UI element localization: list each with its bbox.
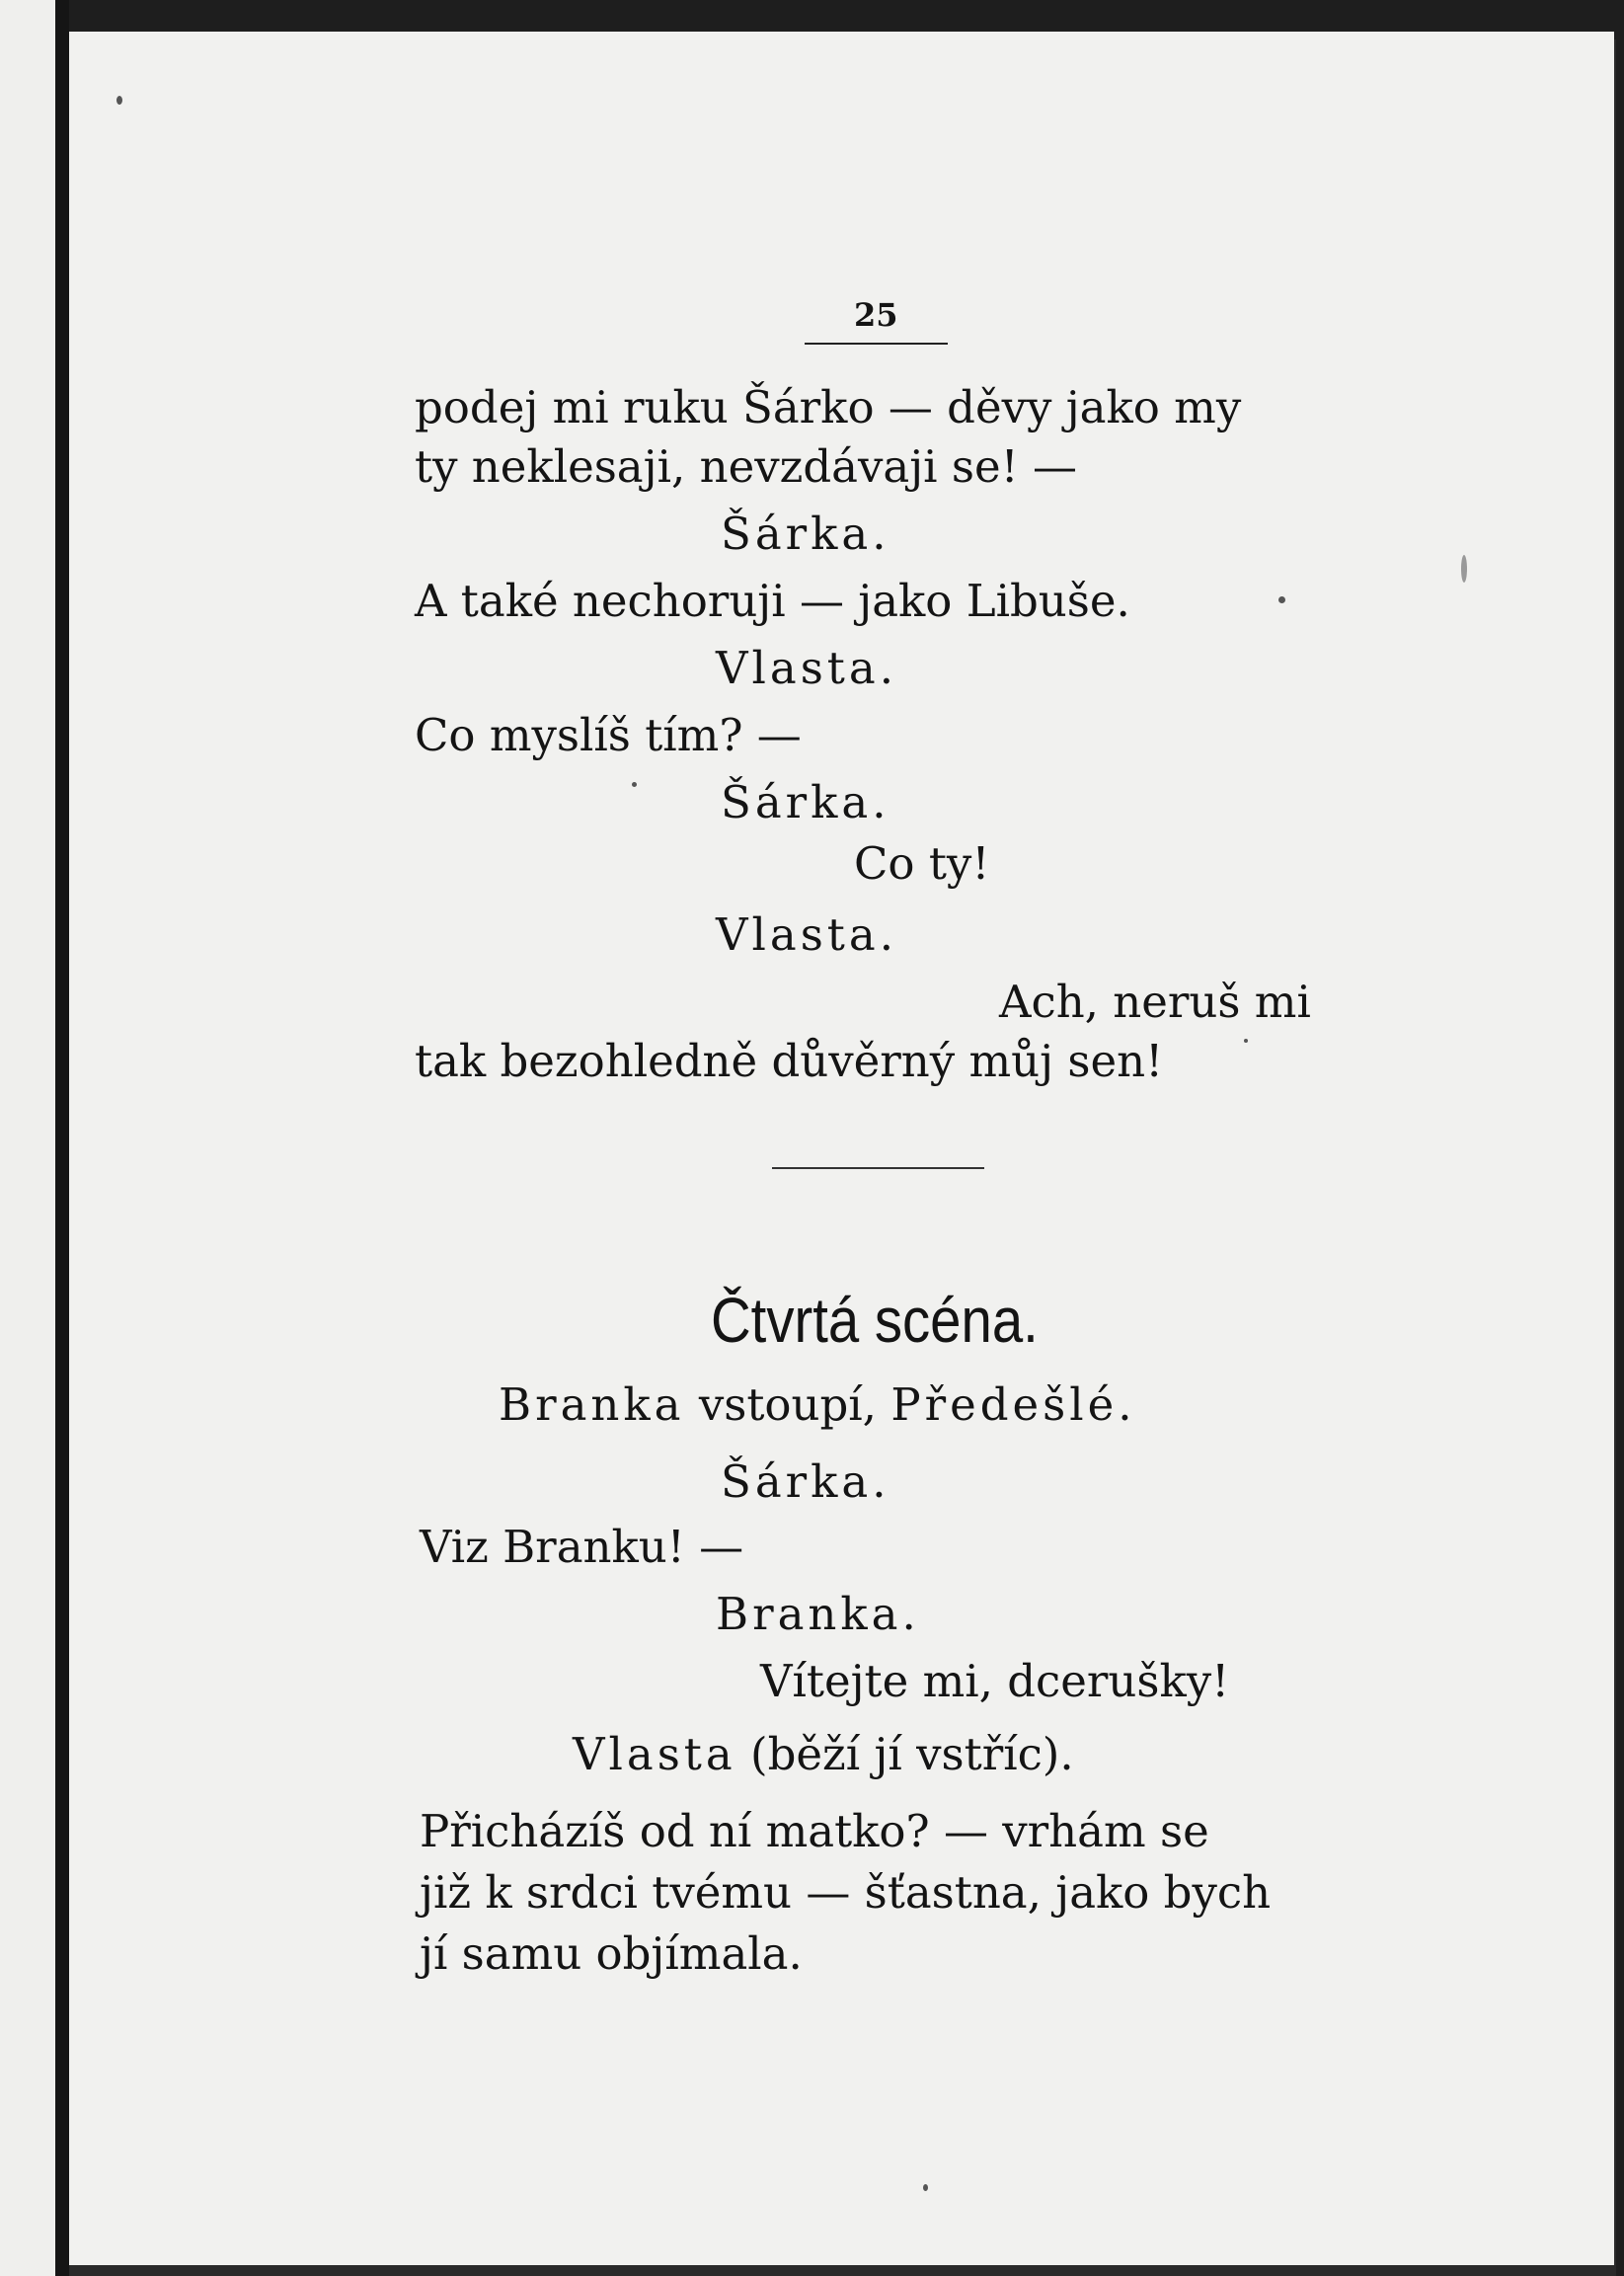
speaker-name: Vlasta. [716,642,898,694]
page-number: 25 [854,296,898,334]
verse-line: Co myslíš tím? — [415,709,802,761]
verse-line: tak bezohledně důvěrný můj sen! [415,1035,1164,1087]
book-spine-shadow [55,0,69,2276]
verse-line: Přicházíš od ní matko? — vrhám se [420,1805,1209,1857]
verse-line: jí samu objímala. [420,1927,803,1980]
speaker-name: Šárka. [721,508,890,560]
stage-direction: (běží jí vstříc). [750,1728,1074,1780]
verse-line: Viz Branku! — [420,1521,744,1573]
scan-speck [1461,555,1467,583]
verse-line: Ach, neruš mi [999,976,1311,1028]
scan-speck [923,2184,928,2191]
scan-left-margin [0,0,55,2276]
verse-line: Vítejte mi, dcerušky! [760,1655,1230,1707]
speaker-name: Branka. [716,1588,920,1640]
stage-direction-speaker: Branka [499,1378,685,1431]
speaker-name: Vlasta [573,1728,736,1780]
speaker-name: Šárka. [721,1455,890,1508]
section-divider [772,1167,984,1169]
verse-line: již k srdci tvému — šťastna, jako bych [420,1866,1272,1919]
scene-title: Čtvrtá scéna. [711,1285,1039,1356]
scan-speck [116,96,122,105]
book-page [69,32,1614,2265]
verse-line: ty neklesaji, nevzdávaji se! — [415,440,1077,493]
stage-direction [499,1378,1136,1431]
stage-direction-action: vstoupí, [698,1378,877,1431]
scan-speck [1244,1039,1248,1043]
verse-line: podej mi ruku Šárko — děvy jako my [415,381,1242,433]
scan-speck [632,782,637,787]
scan-speck [1278,596,1285,603]
verse-line: Co ty! [854,837,990,890]
speaker-name: Šárka. [721,776,890,828]
speaker-with-direction [573,1728,1074,1780]
verse-line: A také nechoruji — jako Libuše. [415,575,1130,627]
scan-right-border [1616,0,1624,2276]
stage-direction-others: Předešlé. [890,1378,1136,1431]
page-number-rule [805,343,948,345]
speaker-name: Vlasta. [716,908,898,961]
